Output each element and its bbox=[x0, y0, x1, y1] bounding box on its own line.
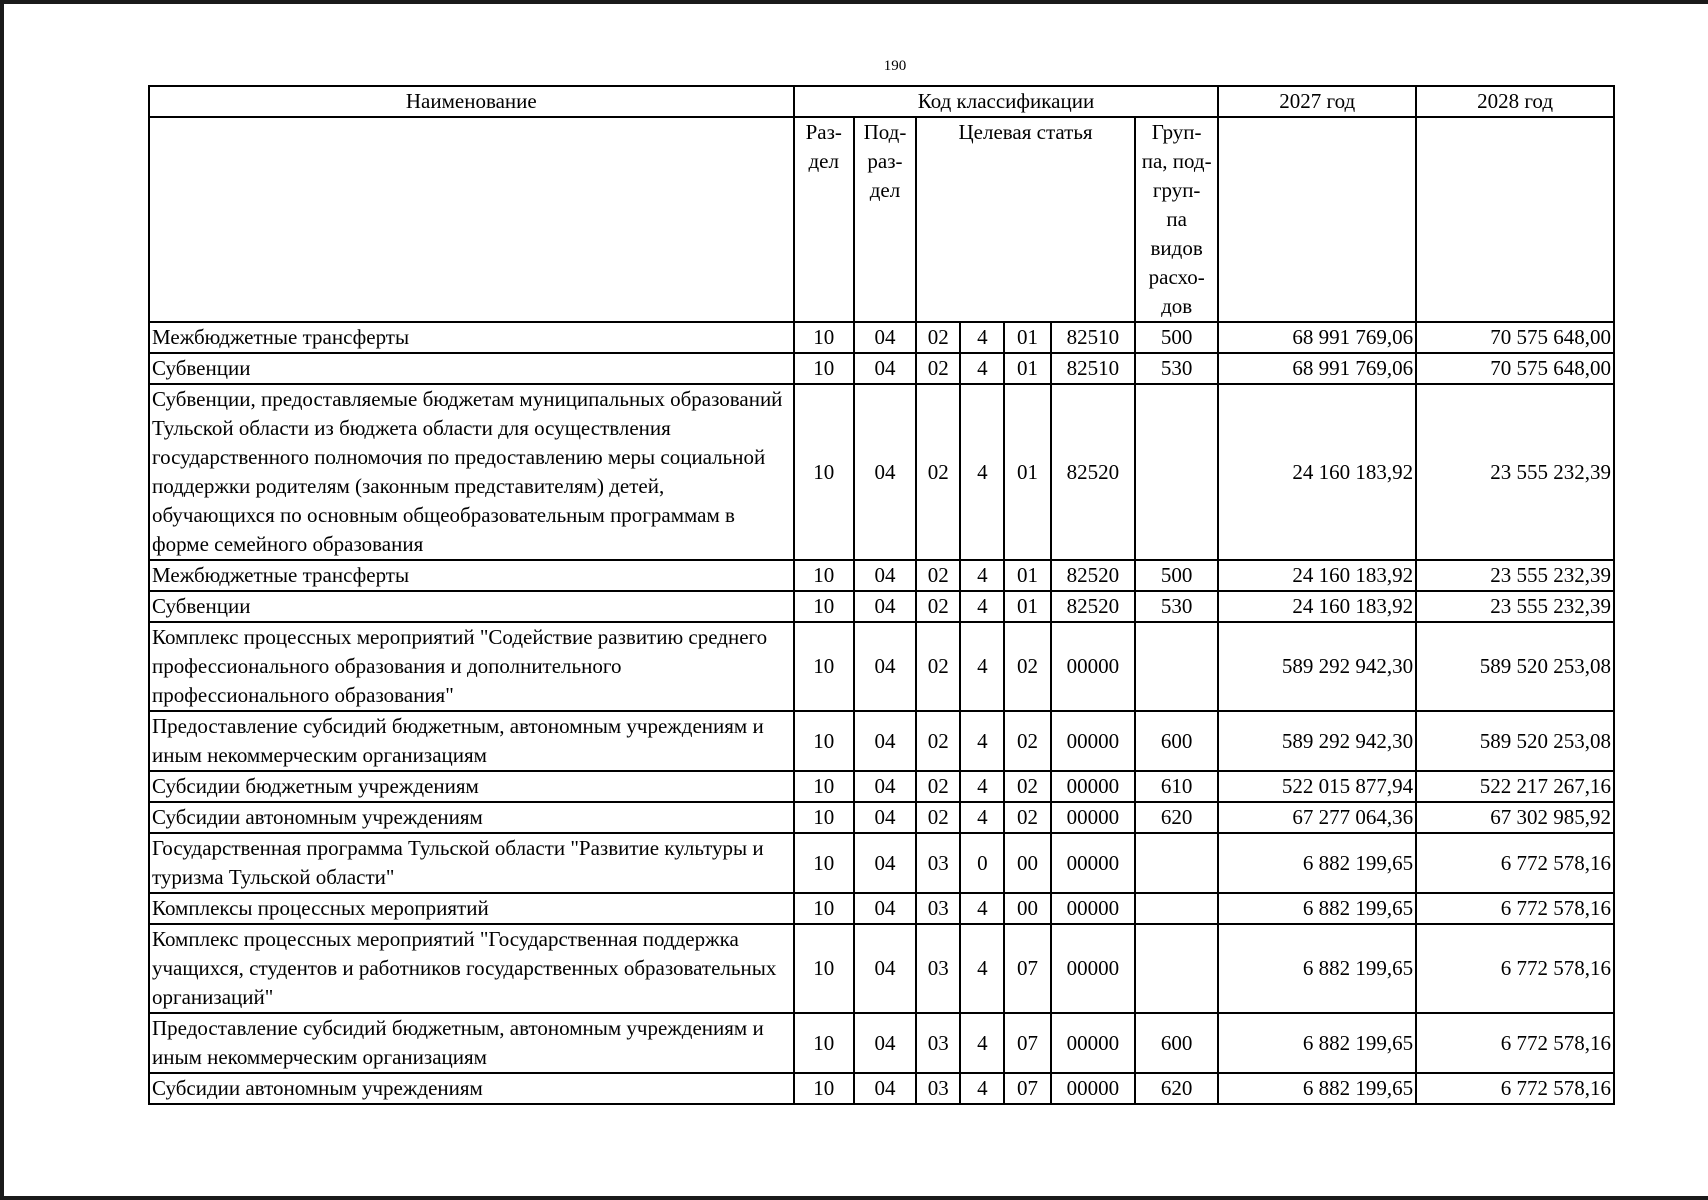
row-name: Межбюджетные трансферты bbox=[149, 560, 794, 591]
row-podrazdel: 04 bbox=[854, 1013, 916, 1073]
table-row bbox=[149, 1073, 1614, 1104]
header-razdel: Раз- дел bbox=[794, 117, 854, 322]
row-podrazdel: 04 bbox=[854, 1073, 916, 1104]
row-amount-2027: 6 882 199,65 bbox=[1218, 1013, 1416, 1073]
row-target-complex: 02 bbox=[1004, 802, 1050, 833]
row-amount-2027: 589 292 942,30 bbox=[1218, 622, 1416, 711]
row-razdel: 10 bbox=[794, 1073, 854, 1104]
row-amount-2028: 6 772 578,16 bbox=[1416, 924, 1614, 1013]
row-expense-group: 500 bbox=[1135, 322, 1218, 353]
row-target-type: 4 bbox=[960, 384, 1004, 560]
row-amount-2028: 23 555 232,39 bbox=[1416, 560, 1614, 591]
row-name: Субсидии автономным учреждениям bbox=[149, 802, 794, 833]
row-target-type: 4 bbox=[960, 1013, 1004, 1073]
row-target-complex: 01 bbox=[1004, 560, 1050, 591]
row-name: Комплекс процессных мероприятий "Государственная поддержка учащихся, студентов и работников государственных образовательных организаций" bbox=[149, 924, 794, 1013]
row-target-complex: 07 bbox=[1004, 1013, 1050, 1073]
table-row bbox=[149, 893, 1614, 924]
table-row bbox=[149, 924, 1614, 1013]
row-target-direction: 82510 bbox=[1051, 322, 1135, 353]
header-podrazdel: Под- раз- дел bbox=[854, 117, 916, 322]
header-target: Целевая статья bbox=[916, 117, 1135, 322]
row-target-type: 4 bbox=[960, 591, 1004, 622]
row-target-program: 02 bbox=[916, 802, 960, 833]
row-razdel: 10 bbox=[794, 384, 854, 560]
row-name: Субвенции, предоставляемые бюджетам муниципальных образований Тульской области из бюджета области для осуществления государственного полномочия по предоставлению меры социальной поддержки родителям (законным представителям) детей, обучающихся по основным общеобразовательным программам в форме семейного образования bbox=[149, 384, 794, 560]
row-target-complex: 01 bbox=[1004, 322, 1050, 353]
table-row bbox=[149, 711, 1614, 771]
row-amount-2027: 6 882 199,65 bbox=[1218, 1073, 1416, 1104]
header-year-2028: 2028 год bbox=[1416, 86, 1614, 117]
row-podrazdel: 04 bbox=[854, 771, 916, 802]
row-name: Субвенции bbox=[149, 353, 794, 384]
row-expense-group bbox=[1135, 924, 1218, 1013]
row-amount-2028: 23 555 232,39 bbox=[1416, 591, 1614, 622]
row-amount-2028: 522 217 267,16 bbox=[1416, 771, 1614, 802]
row-target-program: 02 bbox=[916, 591, 960, 622]
row-target-type: 4 bbox=[960, 622, 1004, 711]
header-code-group: Код классификации bbox=[794, 86, 1219, 117]
row-podrazdel: 04 bbox=[854, 384, 916, 560]
row-razdel: 10 bbox=[794, 711, 854, 771]
row-podrazdel: 04 bbox=[854, 353, 916, 384]
row-podrazdel: 04 bbox=[854, 711, 916, 771]
row-target-direction: 00000 bbox=[1051, 622, 1135, 711]
row-target-type: 4 bbox=[960, 711, 1004, 771]
row-name: Предоставление субсидий бюджетным, автономным учреждениям и иным некоммерческим организациям bbox=[149, 1013, 794, 1073]
row-target-program: 02 bbox=[916, 353, 960, 384]
row-target-complex: 01 bbox=[1004, 353, 1050, 384]
row-target-type: 4 bbox=[960, 893, 1004, 924]
table-row bbox=[149, 353, 1614, 384]
row-amount-2028: 589 520 253,08 bbox=[1416, 711, 1614, 771]
row-amount-2028: 6 772 578,16 bbox=[1416, 1073, 1614, 1104]
row-name: Межбюджетные трансферты bbox=[149, 322, 794, 353]
row-podrazdel: 04 bbox=[854, 622, 916, 711]
header-year-2027-cont bbox=[1218, 117, 1416, 322]
row-amount-2027: 24 160 183,92 bbox=[1218, 560, 1416, 591]
row-target-direction: 00000 bbox=[1051, 924, 1135, 1013]
row-expense-group: 600 bbox=[1135, 1013, 1218, 1073]
row-amount-2028: 23 555 232,39 bbox=[1416, 384, 1614, 560]
row-target-direction: 82520 bbox=[1051, 591, 1135, 622]
row-target-complex: 07 bbox=[1004, 924, 1050, 1013]
row-target-direction: 00000 bbox=[1051, 1013, 1135, 1073]
row-name: Комплекс процессных мероприятий "Содействие развитию среднего профессионального образования и дополнительного профессионального образования" bbox=[149, 622, 794, 711]
row-amount-2027: 589 292 942,30 bbox=[1218, 711, 1416, 771]
row-target-complex: 07 bbox=[1004, 1073, 1050, 1104]
row-target-direction: 00000 bbox=[1051, 1073, 1135, 1104]
row-razdel: 10 bbox=[794, 560, 854, 591]
row-podrazdel: 04 bbox=[854, 802, 916, 833]
row-expense-group: 610 bbox=[1135, 771, 1218, 802]
row-amount-2027: 24 160 183,92 bbox=[1218, 591, 1416, 622]
row-target-direction: 00000 bbox=[1051, 771, 1135, 802]
row-amount-2027: 68 991 769,06 bbox=[1218, 353, 1416, 384]
row-expense-group: 600 bbox=[1135, 711, 1218, 771]
header-name-cont bbox=[149, 117, 794, 322]
table-row bbox=[149, 384, 1614, 560]
row-amount-2028: 70 575 648,00 bbox=[1416, 353, 1614, 384]
row-amount-2027: 68 991 769,06 bbox=[1218, 322, 1416, 353]
row-podrazdel: 04 bbox=[854, 924, 916, 1013]
row-amount-2028: 6 772 578,16 bbox=[1416, 893, 1614, 924]
row-target-program: 02 bbox=[916, 384, 960, 560]
table-row bbox=[149, 771, 1614, 802]
row-target-program: 03 bbox=[916, 1073, 960, 1104]
row-target-complex: 02 bbox=[1004, 711, 1050, 771]
row-target-direction: 00000 bbox=[1051, 893, 1135, 924]
row-target-program: 02 bbox=[916, 322, 960, 353]
row-amount-2028: 70 575 648,00 bbox=[1416, 322, 1614, 353]
table-body bbox=[149, 322, 1614, 1104]
row-amount-2027: 24 160 183,92 bbox=[1218, 384, 1416, 560]
row-razdel: 10 bbox=[794, 622, 854, 711]
row-razdel: 10 bbox=[794, 924, 854, 1013]
row-amount-2028: 589 520 253,08 bbox=[1416, 622, 1614, 711]
row-amount-2027: 6 882 199,65 bbox=[1218, 833, 1416, 893]
row-target-direction: 00000 bbox=[1051, 833, 1135, 893]
row-expense-group: 530 bbox=[1135, 591, 1218, 622]
row-target-program: 02 bbox=[916, 711, 960, 771]
row-amount-2027: 6 882 199,65 bbox=[1218, 893, 1416, 924]
header-year-2027: 2027 год bbox=[1218, 86, 1416, 117]
row-target-type: 4 bbox=[960, 924, 1004, 1013]
row-target-complex: 01 bbox=[1004, 591, 1050, 622]
table-row bbox=[149, 560, 1614, 591]
table-row bbox=[149, 1013, 1614, 1073]
row-expense-group: 530 bbox=[1135, 353, 1218, 384]
row-target-type: 4 bbox=[960, 802, 1004, 833]
row-podrazdel: 04 bbox=[854, 833, 916, 893]
row-name: Комплексы процессных мероприятий bbox=[149, 893, 794, 924]
budget-table bbox=[148, 85, 1615, 1105]
row-amount-2027: 67 277 064,36 bbox=[1218, 802, 1416, 833]
row-target-direction: 82510 bbox=[1051, 353, 1135, 384]
table-row bbox=[149, 622, 1614, 711]
row-razdel: 10 bbox=[794, 322, 854, 353]
table-header bbox=[149, 86, 1614, 322]
row-target-program: 03 bbox=[916, 833, 960, 893]
row-target-type: 0 bbox=[960, 833, 1004, 893]
row-podrazdel: 04 bbox=[854, 893, 916, 924]
row-expense-group: 620 bbox=[1135, 802, 1218, 833]
row-target-program: 03 bbox=[916, 893, 960, 924]
row-amount-2028: 6 772 578,16 bbox=[1416, 1013, 1614, 1073]
row-expense-group: 620 bbox=[1135, 1073, 1218, 1104]
row-amount-2028: 67 302 985,92 bbox=[1416, 802, 1614, 833]
page-number: 190 bbox=[883, 58, 907, 74]
row-podrazdel: 04 bbox=[854, 322, 916, 353]
row-podrazdel: 04 bbox=[854, 591, 916, 622]
row-target-type: 4 bbox=[960, 322, 1004, 353]
row-target-complex: 00 bbox=[1004, 833, 1050, 893]
table-row bbox=[149, 591, 1614, 622]
row-target-type: 4 bbox=[960, 1073, 1004, 1104]
header-group: Груп- па, под- груп- па видов расхо- дов bbox=[1135, 117, 1218, 322]
row-amount-2027: 6 882 199,65 bbox=[1218, 924, 1416, 1013]
row-target-program: 02 bbox=[916, 771, 960, 802]
row-target-program: 03 bbox=[916, 1013, 960, 1073]
row-razdel: 10 bbox=[794, 1013, 854, 1073]
row-name: Государственная программа Тульской области "Развитие культуры и туризма Тульской области" bbox=[149, 833, 794, 893]
row-target-direction: 00000 bbox=[1051, 711, 1135, 771]
row-target-complex: 02 bbox=[1004, 771, 1050, 802]
row-razdel: 10 bbox=[794, 893, 854, 924]
row-amount-2027: 522 015 877,94 bbox=[1218, 771, 1416, 802]
row-target-complex: 02 bbox=[1004, 622, 1050, 711]
row-amount-2028: 6 772 578,16 bbox=[1416, 833, 1614, 893]
row-target-program: 02 bbox=[916, 622, 960, 711]
row-razdel: 10 bbox=[794, 802, 854, 833]
row-target-type: 4 bbox=[960, 771, 1004, 802]
row-razdel: 10 bbox=[794, 833, 854, 893]
row-expense-group bbox=[1135, 833, 1218, 893]
row-name: Субвенции bbox=[149, 591, 794, 622]
header-year-2028-cont bbox=[1416, 117, 1614, 322]
table-row bbox=[149, 833, 1614, 893]
row-expense-group bbox=[1135, 384, 1218, 560]
row-target-direction: 82520 bbox=[1051, 384, 1135, 560]
row-target-type: 4 bbox=[960, 560, 1004, 591]
row-razdel: 10 bbox=[794, 353, 854, 384]
row-name: Субсидии бюджетным учреждениям bbox=[149, 771, 794, 802]
table-row bbox=[149, 322, 1614, 353]
row-expense-group: 500 bbox=[1135, 560, 1218, 591]
row-target-complex: 01 bbox=[1004, 384, 1050, 560]
row-razdel: 10 bbox=[794, 591, 854, 622]
row-razdel: 10 bbox=[794, 771, 854, 802]
row-expense-group bbox=[1135, 893, 1218, 924]
row-target-program: 03 bbox=[916, 924, 960, 1013]
row-podrazdel: 04 bbox=[854, 560, 916, 591]
row-target-direction: 00000 bbox=[1051, 802, 1135, 833]
header-name: Наименование bbox=[149, 86, 794, 117]
row-target-complex: 00 bbox=[1004, 893, 1050, 924]
table-row bbox=[149, 802, 1614, 833]
row-target-direction: 82520 bbox=[1051, 560, 1135, 591]
row-name: Предоставление субсидий бюджетным, автономным учреждениям и иным некоммерческим организациям bbox=[149, 711, 794, 771]
row-expense-group bbox=[1135, 622, 1218, 711]
row-name: Субсидии автономным учреждениям bbox=[149, 1073, 794, 1104]
row-target-type: 4 bbox=[960, 353, 1004, 384]
row-target-program: 02 bbox=[916, 560, 960, 591]
